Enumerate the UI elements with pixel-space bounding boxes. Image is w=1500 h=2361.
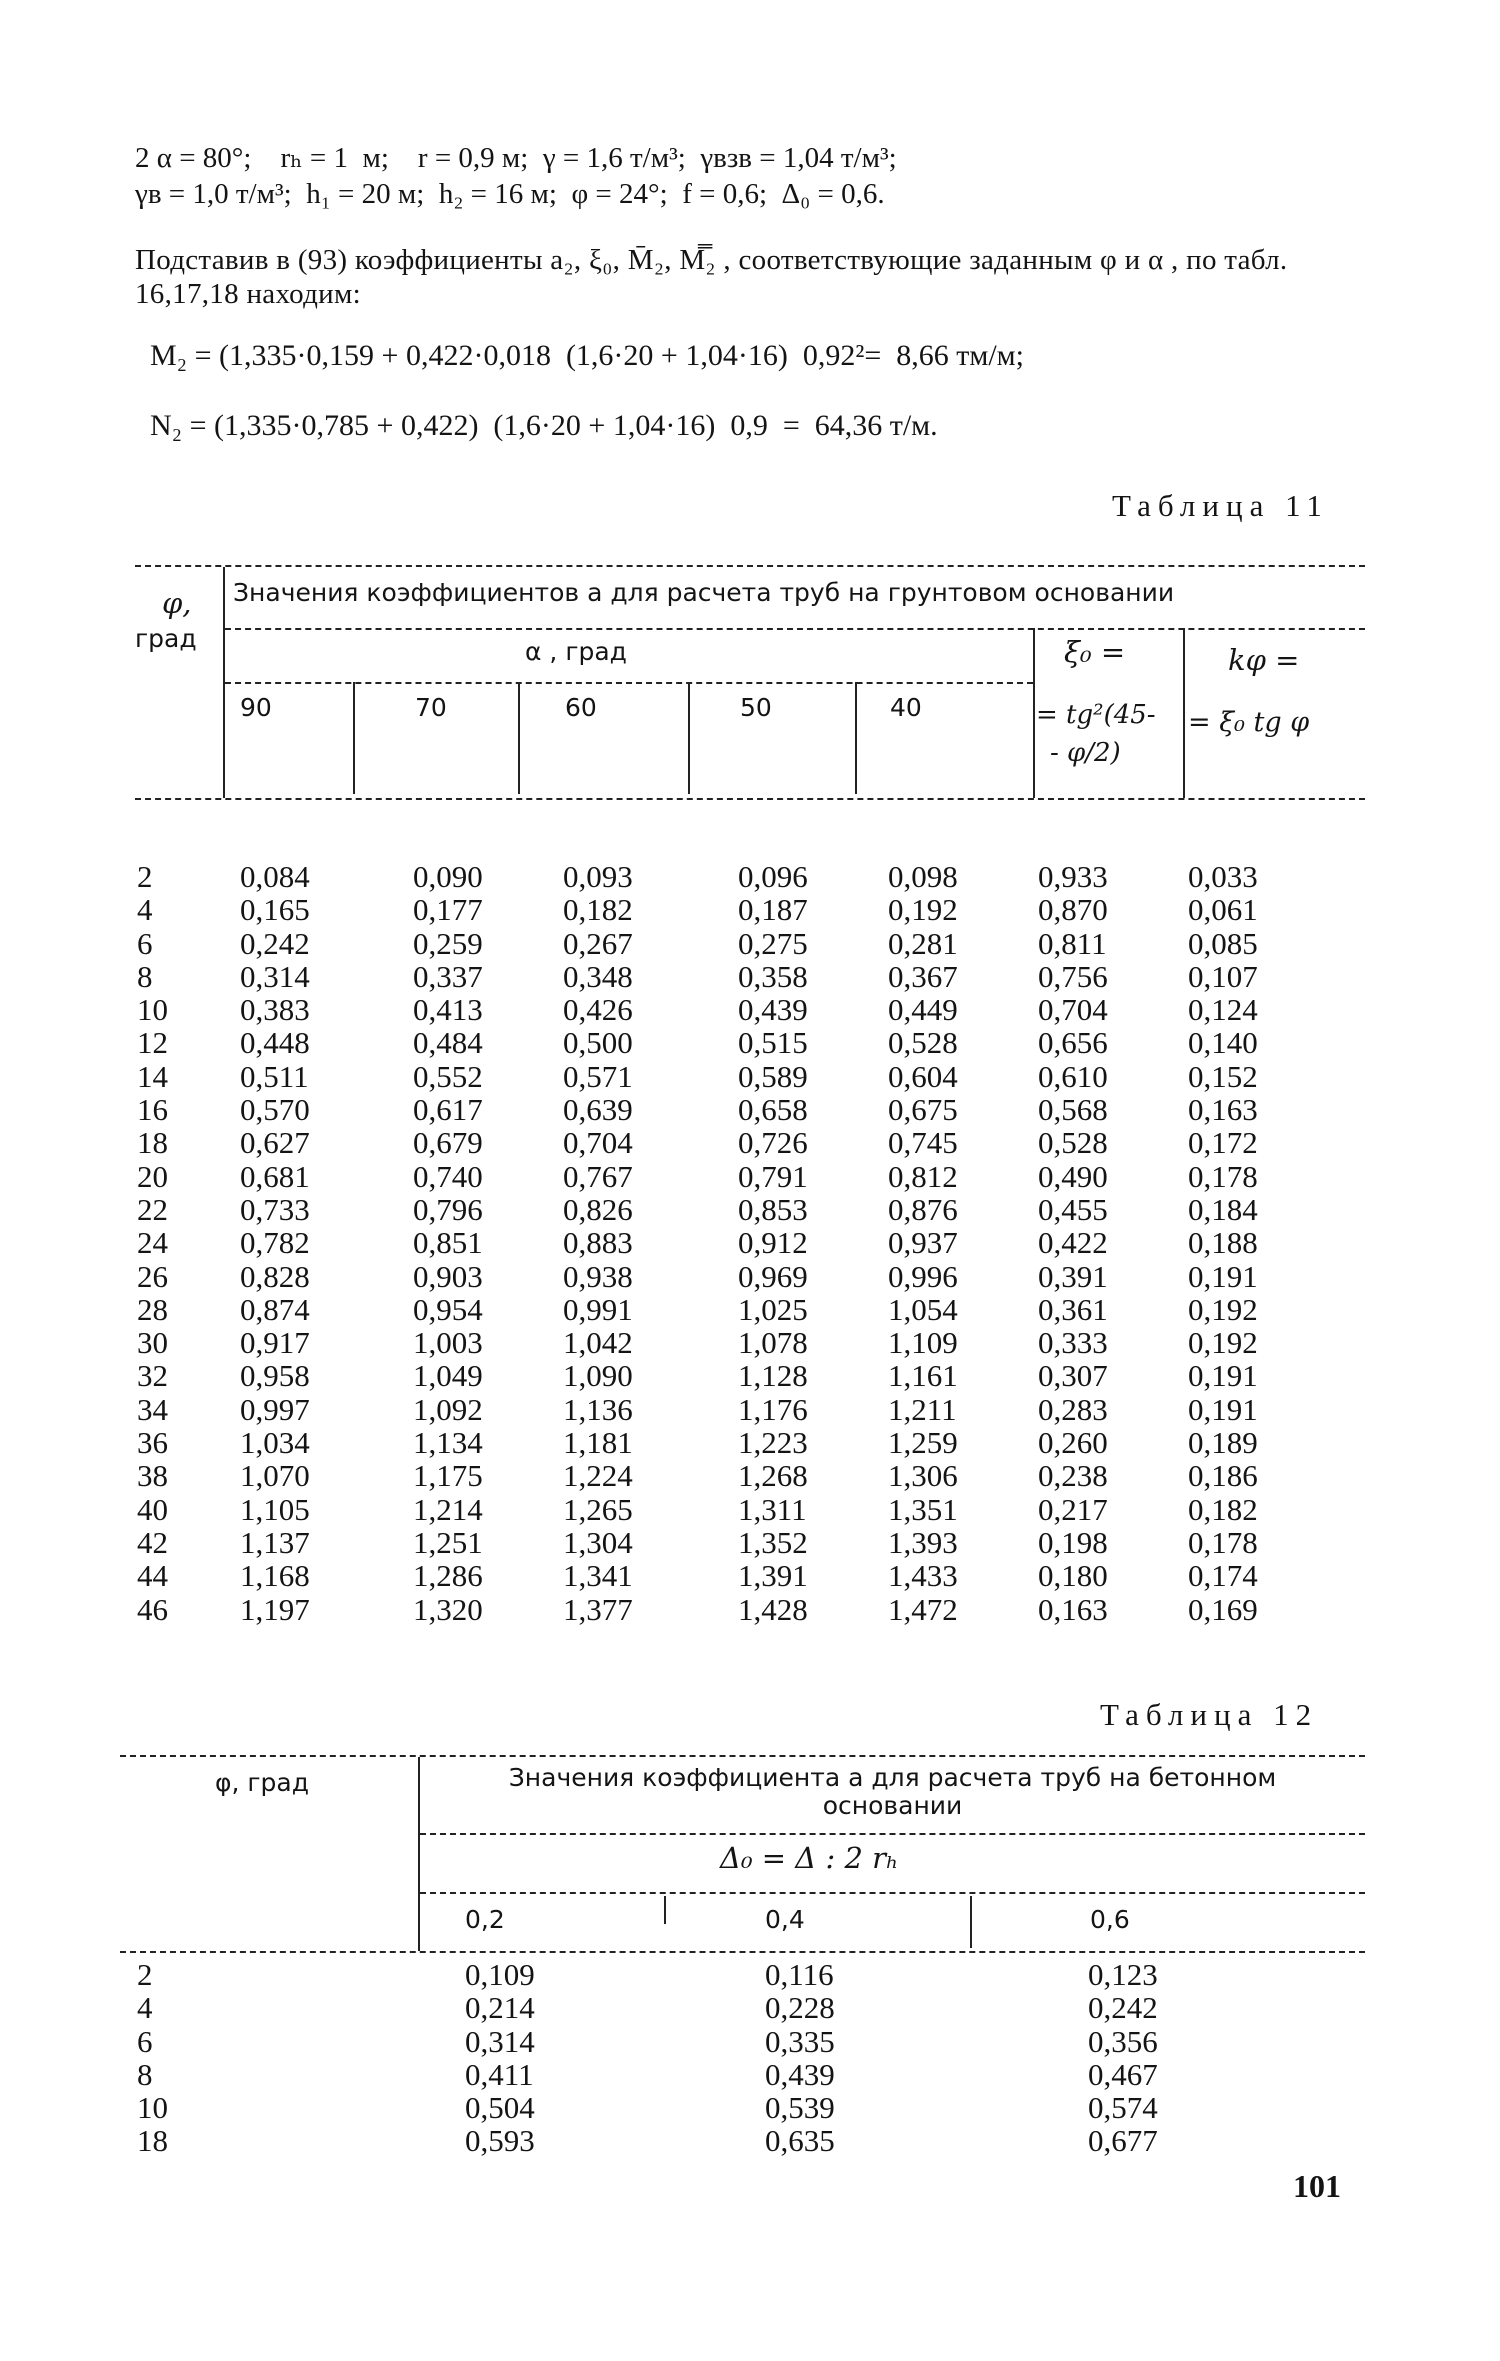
table-cell: 0,109 xyxy=(465,1957,535,1992)
table-11-divider xyxy=(855,682,857,794)
table-cell: 32 xyxy=(137,1358,168,1394)
table-cell: 1,259 xyxy=(888,1425,958,1461)
table-cell: 0,361 xyxy=(1038,1291,1108,1327)
table-cell: 0,165 xyxy=(240,892,310,928)
table-cell: 0,084 xyxy=(240,859,310,894)
table-cell: 0,679 xyxy=(413,1125,483,1161)
table-11-col-a70 xyxy=(413,860,483,1626)
table-cell: 0,182 xyxy=(563,892,633,928)
table-cell: 0,574 xyxy=(1088,2090,1158,2126)
table-cell: 0,704 xyxy=(563,1125,633,1161)
table-cell: 0,391 xyxy=(1038,1258,1108,1294)
table-cell: 0,198 xyxy=(1038,1524,1108,1560)
table-cell: 24 xyxy=(137,1225,168,1261)
table-cell: 0,192 xyxy=(1188,1291,1258,1327)
table-cell: 1,168 xyxy=(240,1558,310,1594)
table-cell: 0,528 xyxy=(1038,1125,1108,1161)
table-cell: 28 xyxy=(137,1291,168,1327)
table-11-divider xyxy=(1183,628,1185,798)
table-11-k-formula: = ξ₀ tg φ xyxy=(1188,707,1310,738)
table-cell: 0,172 xyxy=(1188,1125,1258,1161)
table-11-phi-header: φ, xyxy=(162,586,192,620)
table-cell: 0,876 xyxy=(888,1191,958,1227)
table-cell: 0,539 xyxy=(765,2090,835,2126)
table-cell: 0,448 xyxy=(240,1025,310,1061)
table-cell: 0,184 xyxy=(1188,1191,1258,1227)
table-cell: 0,124 xyxy=(1188,992,1258,1028)
table-cell: 14 xyxy=(137,1058,168,1094)
table-cell: 0,504 xyxy=(465,2090,535,2126)
table-cell: 6 xyxy=(137,2023,153,2059)
table-cell: 10 xyxy=(137,2090,168,2126)
table-cell: 1,377 xyxy=(563,1591,633,1627)
table-cell: 0,033 xyxy=(1188,859,1258,894)
table-11-col-a50 xyxy=(738,860,808,1626)
table-cell: 0,307 xyxy=(1038,1358,1108,1394)
table-cell: 38 xyxy=(137,1458,168,1494)
table-cell: 0,356 xyxy=(1088,2023,1158,2059)
table-cell: 4 xyxy=(137,892,153,928)
table-11-rule xyxy=(225,628,1365,630)
table-12-phi-header: φ, град xyxy=(215,1768,309,1797)
table-cell: 0,490 xyxy=(1038,1158,1108,1194)
table-cell: 0,358 xyxy=(738,958,808,994)
formula-m2: M₂ = (1,335·0,159 + 0,422·0,018 (1,6·20 + 1,04·16) 0,92²= 8,66 тм/м; xyxy=(150,339,1024,372)
table-11-col-xi0 xyxy=(1038,860,1108,1626)
table-cell: 0,681 xyxy=(240,1158,310,1194)
table-12-col-phi xyxy=(137,1958,168,2158)
table-cell: 0,163 xyxy=(1038,1591,1108,1627)
table-11-alpha-header: α , град xyxy=(525,637,627,666)
table-cell: 0,917 xyxy=(240,1325,310,1361)
table-cell: 0,677 xyxy=(1088,2123,1158,2159)
table-cell: 0,189 xyxy=(1188,1425,1258,1461)
table-cell: 12 xyxy=(137,1025,168,1061)
table-cell: 0,726 xyxy=(738,1125,808,1161)
table-12-group-header: Значения коэффициента a для расчета труб на бетонном xyxy=(508,1763,1277,1792)
table-cell: 0,969 xyxy=(738,1258,808,1294)
table-cell: 0,422 xyxy=(1038,1225,1108,1261)
table-cell: 0,449 xyxy=(888,992,958,1028)
formula-n2: N₂ = (1,335·0,785 + 0,422) (1,6·20 + 1,04·16) 0,9 = 64,36 т/м. xyxy=(150,409,938,442)
table-cell: 0,467 xyxy=(1088,2056,1158,2092)
table-cell: 1,137 xyxy=(240,1524,310,1560)
table-cell: 0,242 xyxy=(1088,1990,1158,2026)
table-cell: 8 xyxy=(137,2056,153,2092)
table-11-xi-formula-2: - φ/2) xyxy=(1050,738,1121,768)
table-11-col-50: 50 xyxy=(740,693,772,722)
table-11-divider xyxy=(223,567,225,798)
table-cell: 0,140 xyxy=(1188,1025,1258,1061)
table-cell: 0,874 xyxy=(240,1291,310,1327)
table-11-header-bottom-rule xyxy=(135,798,1365,800)
table-cell: 0,828 xyxy=(240,1258,310,1294)
table-cell: 0,163 xyxy=(1188,1092,1258,1128)
table-cell: 1,320 xyxy=(413,1591,483,1627)
table-cell: 46 xyxy=(137,1591,168,1627)
table-cell: 1,176 xyxy=(738,1391,808,1427)
table-cell: 1,134 xyxy=(413,1425,483,1461)
table-cell: 0,740 xyxy=(413,1158,483,1194)
table-cell: 0,791 xyxy=(738,1158,808,1194)
table-12-group-header-2: основании xyxy=(822,1791,963,1820)
table-12-col-02 xyxy=(465,1958,535,2158)
table-cell: 34 xyxy=(137,1391,168,1427)
table-cell: 0,314 xyxy=(240,958,310,994)
table-cell: 1,078 xyxy=(738,1325,808,1361)
table-cell: 0,528 xyxy=(888,1025,958,1061)
table-cell: 10 xyxy=(137,992,168,1028)
table-cell: 0,260 xyxy=(1038,1425,1108,1461)
table-cell: 0,188 xyxy=(1188,1225,1258,1261)
table-cell: 0,337 xyxy=(413,958,483,994)
table-11-xi-header: ξ₀ = xyxy=(1064,635,1126,669)
table-cell: 0,568 xyxy=(1038,1092,1108,1128)
table-cell: 0,903 xyxy=(413,1258,483,1294)
table-cell: 0,152 xyxy=(1188,1058,1258,1094)
table-cell: 1,393 xyxy=(888,1524,958,1560)
table-cell: 0,192 xyxy=(888,892,958,928)
table-cell: 1,391 xyxy=(738,1558,808,1594)
table-cell: 0,656 xyxy=(1038,1025,1108,1061)
table-cell: 0,178 xyxy=(1188,1524,1258,1560)
table-cell: 0,811 xyxy=(1038,925,1107,961)
table-11-col-60: 60 xyxy=(565,693,597,722)
table-cell: 0,214 xyxy=(465,1990,535,2026)
table-cell: 1,109 xyxy=(888,1325,958,1361)
table-cell: 0,635 xyxy=(765,2123,835,2159)
table-cell: 0,604 xyxy=(888,1058,958,1094)
table-cell: 1,472 xyxy=(888,1591,958,1627)
table-cell: 0,756 xyxy=(1038,958,1108,994)
table-cell: 18 xyxy=(137,2123,168,2159)
table-12-col-06 xyxy=(1088,1958,1158,2158)
table-12-col-04 xyxy=(765,1958,835,2158)
table-cell: 4 xyxy=(137,1990,153,2026)
page-number: 101 xyxy=(1293,2168,1341,2204)
table-cell: 0,571 xyxy=(563,1058,633,1094)
table-cell: 0,658 xyxy=(738,1092,808,1128)
table-cell: 0,954 xyxy=(413,1291,483,1327)
table-cell: 0,348 xyxy=(563,958,633,994)
table-cell: 1,304 xyxy=(563,1524,633,1560)
table-cell: 0,500 xyxy=(563,1025,633,1061)
table-12-col-0-6: 0,6 xyxy=(1090,1905,1130,1934)
table-cell: 0,627 xyxy=(240,1125,310,1161)
table-cell: 0,098 xyxy=(888,859,958,894)
table-11-divider xyxy=(518,682,520,794)
table-cell: 0,997 xyxy=(240,1391,310,1427)
table-cell: 0,116 xyxy=(765,1957,834,1992)
table-cell: 1,223 xyxy=(738,1425,808,1461)
table-cell: 0,439 xyxy=(765,2056,835,2092)
table-cell: 0,439 xyxy=(738,992,808,1028)
table-12-delta-header: Δ₀ = Δ : 2 rₕ xyxy=(720,1841,899,1875)
table-cell: 0,238 xyxy=(1038,1458,1108,1494)
table-cell: 0,182 xyxy=(1188,1491,1258,1527)
table-cell: 1,049 xyxy=(413,1358,483,1394)
table-cell: 1,306 xyxy=(888,1458,958,1494)
table-cell: 0,281 xyxy=(888,925,958,961)
table-11-rule xyxy=(225,682,1033,684)
table-11-col-40: 40 xyxy=(890,693,922,722)
given-values-line-1: 2 α = 80°; rₕ = 1 м; r = 0,9 м; γ = 1,6 т/м³; γвзв = 1,04 т/м³; xyxy=(135,142,897,174)
table-cell: 0,552 xyxy=(413,1058,483,1094)
table-cell: 0,383 xyxy=(240,992,310,1028)
table-11-col-a60 xyxy=(563,860,633,1626)
table-11-caption: Таблица 11 xyxy=(1112,488,1329,523)
table-cell: 0,085 xyxy=(1188,925,1258,961)
table-cell: 0,937 xyxy=(888,1225,958,1261)
table-cell: 0,169 xyxy=(1188,1591,1258,1627)
table-11-divider xyxy=(353,682,355,794)
table-cell: 1,251 xyxy=(413,1524,483,1560)
table-cell: 0,639 xyxy=(563,1092,633,1128)
table-11-col-90: 90 xyxy=(240,693,272,722)
table-cell: 0,426 xyxy=(563,992,633,1028)
table-cell: 1,042 xyxy=(563,1325,633,1361)
table-cell: 0,704 xyxy=(1038,992,1108,1028)
table-cell: 0,767 xyxy=(563,1158,633,1194)
table-cell: 0,812 xyxy=(888,1158,958,1194)
table-cell: 1,181 xyxy=(563,1425,633,1461)
table-11-top-rule xyxy=(135,565,1365,567)
table-cell: 0,933 xyxy=(1038,859,1108,894)
table-cell: 1,351 xyxy=(888,1491,958,1527)
table-cell: 0,333 xyxy=(1038,1325,1108,1361)
table-cell: 42 xyxy=(137,1524,168,1560)
table-cell: 0,745 xyxy=(888,1125,958,1161)
table-cell: 2 xyxy=(137,859,153,894)
table-11-divider xyxy=(688,682,690,794)
table-cell: 0,796 xyxy=(413,1191,483,1227)
table-cell: 1,128 xyxy=(738,1358,808,1394)
table-cell: 1,003 xyxy=(413,1325,483,1361)
table-cell: 0,093 xyxy=(563,859,633,894)
table-cell: 0,991 xyxy=(563,1291,633,1327)
table-cell: 1,214 xyxy=(413,1491,483,1527)
table-11-col-70: 70 xyxy=(415,693,447,722)
table-cell: 8 xyxy=(137,958,153,994)
table-cell: 1,161 xyxy=(888,1358,958,1394)
table-12-col-0-2: 0,2 xyxy=(465,1905,505,1934)
table-cell: 0,267 xyxy=(563,925,633,961)
table-12-rule xyxy=(420,1892,1365,1894)
table-cell: 0,186 xyxy=(1188,1458,1258,1494)
table-cell: 0,123 xyxy=(1088,1957,1158,1992)
table-cell: 0,242 xyxy=(240,925,310,961)
table-11-col-kphi xyxy=(1188,860,1258,1626)
table-cell: 18 xyxy=(137,1125,168,1161)
table-cell: 1,428 xyxy=(738,1591,808,1627)
table-12-divider xyxy=(664,1896,666,1924)
table-cell: 1,433 xyxy=(888,1558,958,1594)
table-cell: 0,191 xyxy=(1188,1358,1258,1394)
table-cell: 1,224 xyxy=(563,1458,633,1494)
table-cell: 0,610 xyxy=(1038,1058,1108,1094)
table-12-col-0-4: 0,4 xyxy=(765,1905,805,1934)
table-cell: 0,938 xyxy=(563,1258,633,1294)
table-cell: 0,455 xyxy=(1038,1191,1108,1227)
table-cell: 0,217 xyxy=(1038,1491,1108,1527)
table-cell: 0,275 xyxy=(738,925,808,961)
table-12-rule xyxy=(420,1833,1365,1835)
table-cell: 0,180 xyxy=(1038,1558,1108,1594)
given-values-line-2: γв = 1,0 т/м³; h₁ = 20 м; h₂ = 16 м; φ = 24°; f = 0,6; Δ₀ = 0,6. xyxy=(135,178,885,210)
table-cell: 0,314 xyxy=(465,2023,535,2059)
table-cell: 0,515 xyxy=(738,1025,808,1061)
table-cell: 0,511 xyxy=(240,1058,309,1094)
table-cell: 1,025 xyxy=(738,1291,808,1327)
table-12-top-rule xyxy=(120,1755,1365,1757)
table-11-col-phi xyxy=(137,860,168,1626)
table-cell: 1,268 xyxy=(738,1458,808,1494)
table-cell: 0,228 xyxy=(765,1990,835,2026)
table-cell: 36 xyxy=(137,1425,168,1461)
table-cell: 0,191 xyxy=(1188,1258,1258,1294)
table-cell: 0,090 xyxy=(413,859,483,894)
table-cell: 0,178 xyxy=(1188,1158,1258,1194)
table-cell: 1,286 xyxy=(413,1558,483,1594)
table-12-header-bottom-rule xyxy=(120,1951,1365,1953)
table-cell: 0,191 xyxy=(1188,1391,1258,1427)
table-cell: 0,883 xyxy=(563,1225,633,1261)
table-cell: 0,259 xyxy=(413,925,483,961)
table-cell: 0,107 xyxy=(1188,958,1258,994)
table-11-group-header: Значения коэффициентов a для расчета труб на грунтовом основании xyxy=(233,578,1175,607)
table-cell: 0,187 xyxy=(738,892,808,928)
table-cell: 40 xyxy=(137,1491,168,1527)
table-cell: 1,175 xyxy=(413,1458,483,1494)
table-cell: 1,034 xyxy=(240,1425,310,1461)
table-cell: 1,341 xyxy=(563,1558,633,1594)
table-12-caption: Таблица 12 xyxy=(1100,1697,1319,1732)
table-cell: 2 xyxy=(137,1957,153,1992)
table-cell: 1,070 xyxy=(240,1458,310,1494)
table-cell: 1,197 xyxy=(240,1591,310,1627)
table-cell: 0,096 xyxy=(738,859,808,894)
table-cell: 0,617 xyxy=(413,1092,483,1128)
table-cell: 0,853 xyxy=(738,1191,808,1227)
table-cell: 0,174 xyxy=(1188,1558,1258,1594)
table-cell: 0,826 xyxy=(563,1191,633,1227)
table-11-xi-formula: = tg²(45- xyxy=(1036,700,1156,730)
table-11-col-a90 xyxy=(240,860,310,1626)
table-cell: 1,211 xyxy=(888,1391,957,1427)
table-cell: 0,570 xyxy=(240,1092,310,1128)
table-cell: 0,958 xyxy=(240,1358,310,1394)
table-cell: 0,996 xyxy=(888,1258,958,1294)
table-cell: 1,090 xyxy=(563,1358,633,1394)
table-cell: 6 xyxy=(137,925,153,961)
table-cell: 0,367 xyxy=(888,958,958,994)
table-cell: 0,870 xyxy=(1038,892,1108,928)
table-cell: 1,265 xyxy=(563,1491,633,1527)
intro-paragraph: Подставив в (93) коэффициенты a₂, ξ₀, M̄₂, M̿₂ , соответствующие заданным φ и α , по табл. 16,17,18 находим: xyxy=(135,244,1288,310)
table-cell: 0,061 xyxy=(1188,892,1258,928)
table-cell: 0,782 xyxy=(240,1225,310,1261)
table-cell: 0,484 xyxy=(413,1025,483,1061)
table-cell: 0,912 xyxy=(738,1225,808,1261)
table-cell: 0,335 xyxy=(765,2023,835,2059)
table-cell: 44 xyxy=(137,1558,168,1594)
table-cell: 30 xyxy=(137,1325,168,1361)
table-cell: 0,675 xyxy=(888,1092,958,1128)
table-cell: 1,092 xyxy=(413,1391,483,1427)
table-cell: 20 xyxy=(137,1158,168,1194)
table-cell: 0,733 xyxy=(240,1191,310,1227)
table-12-divider xyxy=(970,1896,972,1948)
table-cell: 0,589 xyxy=(738,1058,808,1094)
table-cell: 0,851 xyxy=(413,1225,483,1261)
table-cell: 26 xyxy=(137,1258,168,1294)
table-cell: 1,352 xyxy=(738,1524,808,1560)
table-11-phi-unit: град xyxy=(135,624,197,653)
table-cell: 22 xyxy=(137,1191,168,1227)
table-11-divider xyxy=(1033,628,1035,798)
table-cell: 16 xyxy=(137,1092,168,1128)
table-cell: 0,177 xyxy=(413,892,483,928)
table-cell: 1,136 xyxy=(563,1391,633,1427)
table-11-col-a40 xyxy=(888,860,958,1626)
table-cell: 0,411 xyxy=(465,2056,534,2092)
table-cell: 0,192 xyxy=(1188,1325,1258,1361)
table-cell: 1,054 xyxy=(888,1291,958,1327)
table-11-k-header: kφ = xyxy=(1228,643,1300,677)
table-cell: 0,283 xyxy=(1038,1391,1108,1427)
table-cell: 1,311 xyxy=(738,1491,807,1527)
table-cell: 1,105 xyxy=(240,1491,310,1527)
table-cell: 0,593 xyxy=(465,2123,535,2159)
table-cell: 0,413 xyxy=(413,992,483,1028)
